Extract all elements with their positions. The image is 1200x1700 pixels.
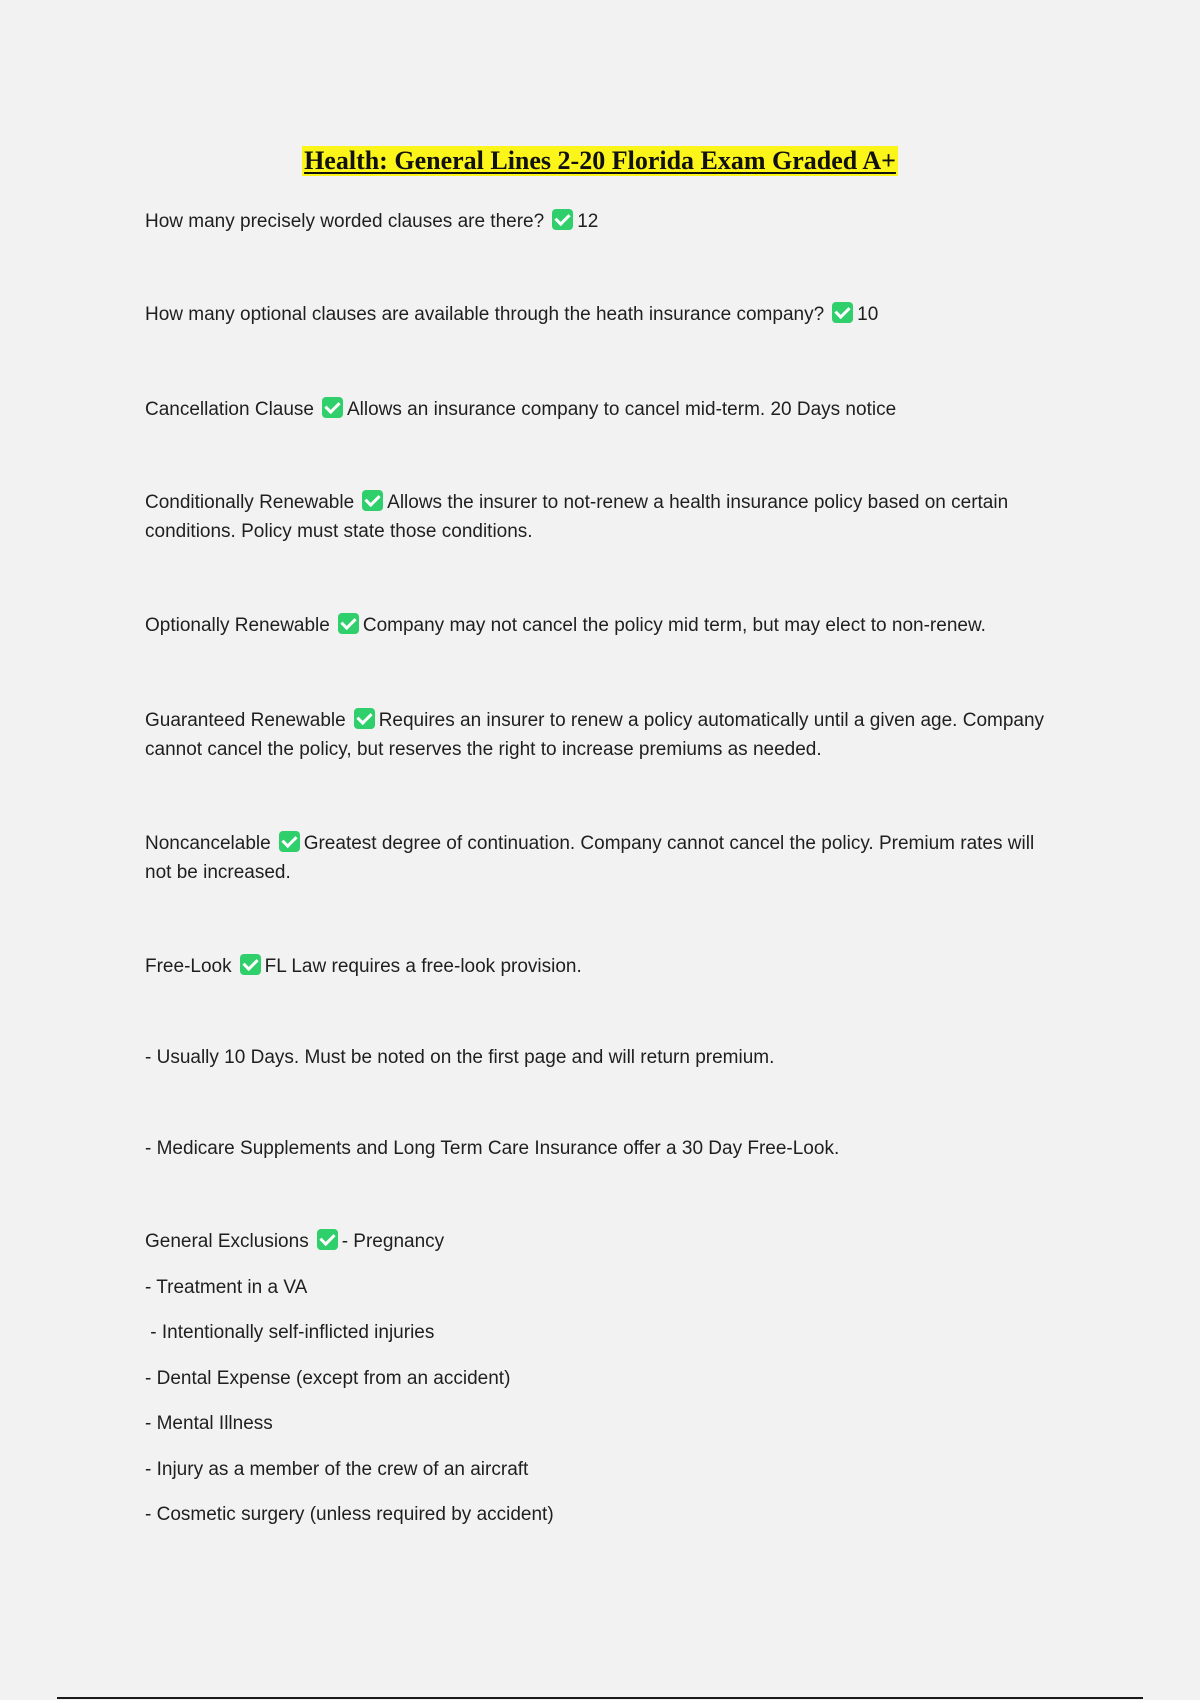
check-mark-icon: [354, 708, 375, 729]
entry-answer: FL Law requires a free-look provision.: [264, 956, 582, 977]
qa-entry: [145, 300, 1065, 329]
entry-answer: Allows an insurance company to cancel mid-term. 20 Days notice: [347, 399, 897, 420]
qa-entry: [145, 395, 1065, 424]
entry-term: Optionally Renewable: [145, 615, 330, 636]
entry-term: Noncancelable: [145, 833, 271, 854]
check-mark-icon: [317, 1229, 338, 1250]
entry-term: General Exclusions: [145, 1231, 309, 1252]
exclusion-item: - Injury as a member of the crew of an aircraft: [145, 1459, 529, 1480]
qa-entry: [145, 706, 1065, 764]
qa-entry: [145, 611, 1065, 640]
qa-entry: [145, 952, 1065, 981]
exclusion-item: - Intentionally self-inflicted injuries: [145, 1322, 435, 1343]
title-container: [0, 146, 1200, 176]
check-mark-icon: [552, 209, 573, 230]
document-title: Health: General Lines 2-20 Florida Exam Graded A+: [304, 146, 896, 175]
page-bottom-divider: [57, 1697, 1143, 1699]
entry-answer: Allows the insurer to not-renew a health insurance policy based on certain conditions. Policy must state those conditions.: [145, 492, 1009, 542]
check-mark-icon: [362, 490, 383, 511]
note-line: - Usually 10 Days. Must be noted on the first page and will return premium.: [145, 1047, 775, 1068]
qa-entry: [145, 829, 1065, 887]
entry-term: Guaranteed Renewable: [145, 710, 346, 731]
exclusion-item: - Cosmetic surgery (unless required by accident): [145, 1504, 554, 1525]
check-mark-icon: [322, 397, 343, 418]
entry-answer: Greatest degree of continuation. Company cannot cancel the policy. Premium rates will not be increased.: [145, 833, 1035, 883]
qa-entry: [145, 488, 1065, 546]
entry-answer: Requires an insurer to renew a policy automatically until a given age. Company cannot cancel the policy, but reserves the right to increase premiums as needed.: [145, 710, 1045, 760]
exclusion-item: - Treatment in a VA: [145, 1277, 308, 1298]
check-mark-icon: [240, 954, 261, 975]
qa-entry: [145, 1227, 1065, 1256]
exclusion-item: - Mental Illness: [145, 1413, 273, 1434]
entry-answer: Company may not cancel the policy mid term, but may elect to non-renew.: [362, 615, 986, 636]
entry-term: How many precisely worded clauses are there?: [145, 211, 545, 232]
entry-term: How many optional clauses are available through the heath insurance company?: [145, 304, 825, 325]
check-mark-icon: [338, 613, 359, 634]
check-mark-icon: [832, 302, 853, 323]
entry-answer: - Pregnancy: [341, 1231, 445, 1252]
note-line: - Medicare Supplements and Long Term Care Insurance offer a 30 Day Free-Look.: [145, 1138, 840, 1159]
entry-term: Conditionally Renewable: [145, 492, 355, 513]
check-mark-icon: [279, 831, 300, 852]
exclusion-item: - Dental Expense (except from an accident): [145, 1368, 511, 1389]
entry-answer: 10: [857, 304, 879, 325]
entry-answer: 12: [577, 211, 599, 232]
entry-term: Free-Look: [145, 956, 232, 977]
qa-entry: [145, 207, 1065, 236]
entry-term: Cancellation Clause: [145, 399, 314, 420]
